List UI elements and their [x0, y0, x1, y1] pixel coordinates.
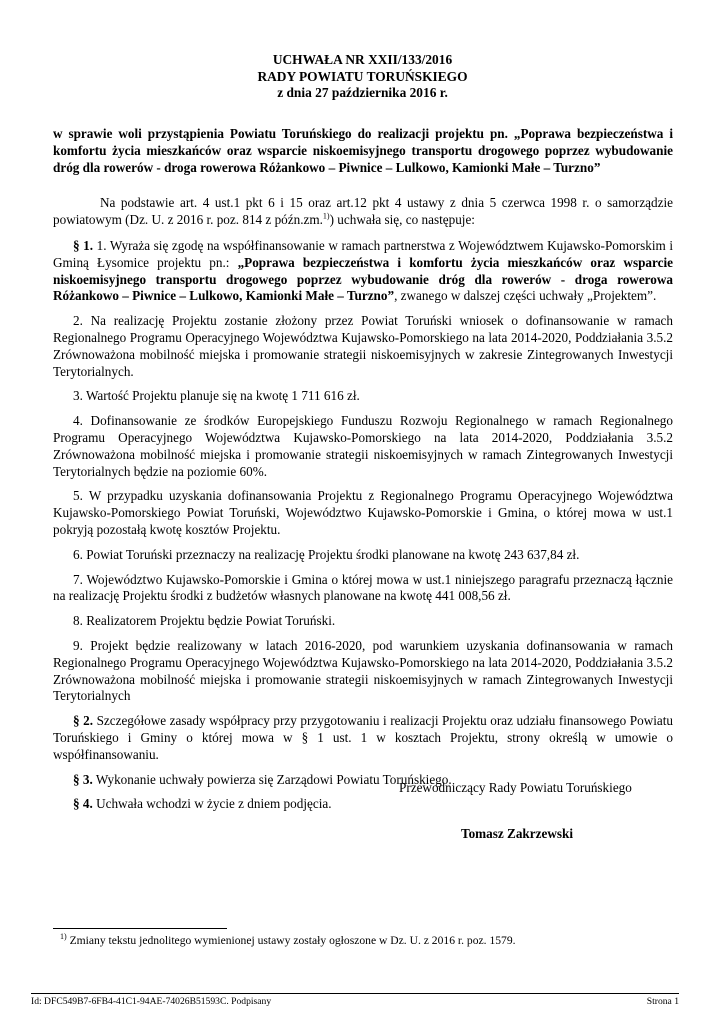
section-1-item: 6. Powiat Toruński przeznaczy na realizację Projektu środki planowane na kwotę 243 637,84 zł.	[73, 546, 580, 562]
section-1-item: 3. Wartość Projektu planuje się na kwotę 1 711 616 zł.	[73, 388, 360, 404]
footnote-text: Zmiany tekstu jednolitego wymienionej ustawy zostały ogłoszone w Dz. U. z 2016 r. poz. 1579.	[66, 934, 516, 947]
resolution-date: z dnia 27 października 2016 r.	[277, 85, 448, 100]
resolution-number: UCHWAŁA NR XXII/133/2016	[272, 52, 453, 67]
preamble-text: Na podstawie art. 4 ust.1 pkt 6 i 15 oraz art.12 pkt 4 ustawy z dnia 5 czerwca 1998 r. o samorządzie powiatowym (Dz. U. z 2016 r. poz. 814 z późn.zm.	[53, 195, 673, 227]
section-2	[53, 713, 673, 763]
resolution-body	[53, 238, 673, 821]
project-title: „Poprawa bezpieczeństwa i komfortu życia mieszkańców oraz wsparcie niskoemisyjnego transportu drogowego poprzez wybudowanie dróg dla rowerów - droga rowerowa Różankowo – Piwnice – Lulkowo, Kamionki Małe – Turzno”	[53, 254, 673, 304]
paragraph-text: Wykonanie uchwały powierza się Zarządowi Powiatu Toruńskiego.	[92, 771, 452, 787]
council-name: RADY POWIATU TORUŃSKIEGO	[257, 68, 468, 84]
resolution-subject: w sprawie woli przystąpienia Powiatu Toruńskiego do realizacji projektu pn. „Poprawa bezpieczeństwa i komfortu życia mieszkańców oraz wsparcie niskoemisyjnego transportu drogowego poprzez wybudowanie dróg dla rowerów - droga rowerowa Różankowo – Piwnice – Lulkowo, Kamionki Małe – Turzno”	[53, 126, 673, 175]
footnote-divider	[53, 928, 227, 929]
section-1-item: 4. Dofinansowanie ze środków Europejskiego Funduszu Rozwoju Regionalnego w ramach Regionalnego Programu Operacyjnego Województwa Kujawsko-Pomorskiego na lata 2014-2020, Poddziałania 3.5.2 Zrównoważona mobilność miejska i promowanie strategii niskoemisyjnych w ramach Zintegrowanych Inwestycji Terytorialnych będzie na poziomie 60%.	[53, 413, 673, 479]
footnote	[60, 934, 670, 948]
section-label: § 3.	[73, 771, 93, 787]
section-label: § 1.	[73, 238, 94, 253]
footer-divider	[31, 993, 679, 994]
section-label: § 2.	[73, 713, 94, 729]
signature-name: Tomasz Zakrzewski	[461, 826, 573, 841]
footnote-marker: 1)	[60, 932, 67, 942]
section-1-item: 8. Realizatorem Projektu będzie Powiat Toruński.	[73, 613, 336, 629]
preamble	[53, 195, 673, 229]
signature-title: Przewodniczący Rady Powiatu Toruńskiego	[399, 780, 632, 795]
section-1-item: 9. Projekt będzie realizowany w latach 2016-2020, pod warunkiem uzyskania dofinansowania w ramach Regionalnego Programu Operacyjnego Województwa Kujawsko-Pomorskiego na lata 2014-2020, Poddziałania 3.5.2 Zrównoważona mobilność miejska i promowanie strategii niskoemisyjnych w ramach Zintegrowanych Inwestycji Terytorialnych	[53, 637, 673, 704]
section-label: § 4.	[73, 796, 93, 812]
resolution-header	[0, 52, 725, 102]
paragraph-text: Uchwała wchodzi w życie z dniem podjęcia.	[92, 796, 332, 812]
page-number: Strona 1	[646, 996, 679, 1007]
section-1-item: 5. W przypadku uzyskania dofinansowania Projektu z Regionalnego Programu Operacyjnego Województwa Kujawsko-Pomorskiego Powiat Toruński, Województwo Kujawsko-Pomorskie i Gmina, o której mowa w ust.1 pokryją pozostałą kwotę kosztów Projektu.	[53, 488, 673, 537]
footnote-reference: 1)	[322, 211, 330, 221]
document-id: Id: DFC549B7-6FB4-41C1-94AE-74026B51593C. Podpisany	[31, 996, 272, 1007]
section-4	[53, 796, 673, 813]
paragraph-text: 1. Wyraża się zgodę na współfinansowanie w ramach partnerstwa z Województwem Kujawsko-Pomorskim i Gminą Łysomice projektu pn.:	[53, 238, 673, 270]
section-1-item: 2. Na realizację Projektu zostanie złożony przez Powiat Toruński wniosek o dofinansowanie w ramach Regionalnego Programu Operacyjnego Województwa Kujawsko-Pomorskiego na lata 2014-2020, Poddziałania 3.5.2 Zrównoważona mobilność miejska i promowanie strategii niskoemisyjnych w zakresie Zintegrowanych Inwestycji Terytorialnych.	[53, 313, 673, 379]
section-1-item: 7. Województwo Kujawsko-Pomorskie i Gmina o której mowa w ust.1 niniejszego paragrafu przeznaczą łącznie na realizację Projektu środki z budżetów własnych planowane na kwotę 441 008,56 zł.	[53, 571, 673, 604]
preamble-text-end: ) uchwała się, co następuje:	[329, 211, 475, 227]
section-1-paragraph-1	[53, 238, 673, 305]
paragraph-text: Szczegółowe zasady współpracy przy przygotowaniu i realizacji Projektu oraz udziału finansowego Powiatu Toruńskiego i Gminy o której mowa w § 1 ust. 1 w kosztach Projektu, strony określą w umowie o współfinansowaniu.	[53, 713, 673, 762]
paragraph-text-end: , zwanego w dalszej części uchwały „Projektem”.	[394, 288, 657, 304]
